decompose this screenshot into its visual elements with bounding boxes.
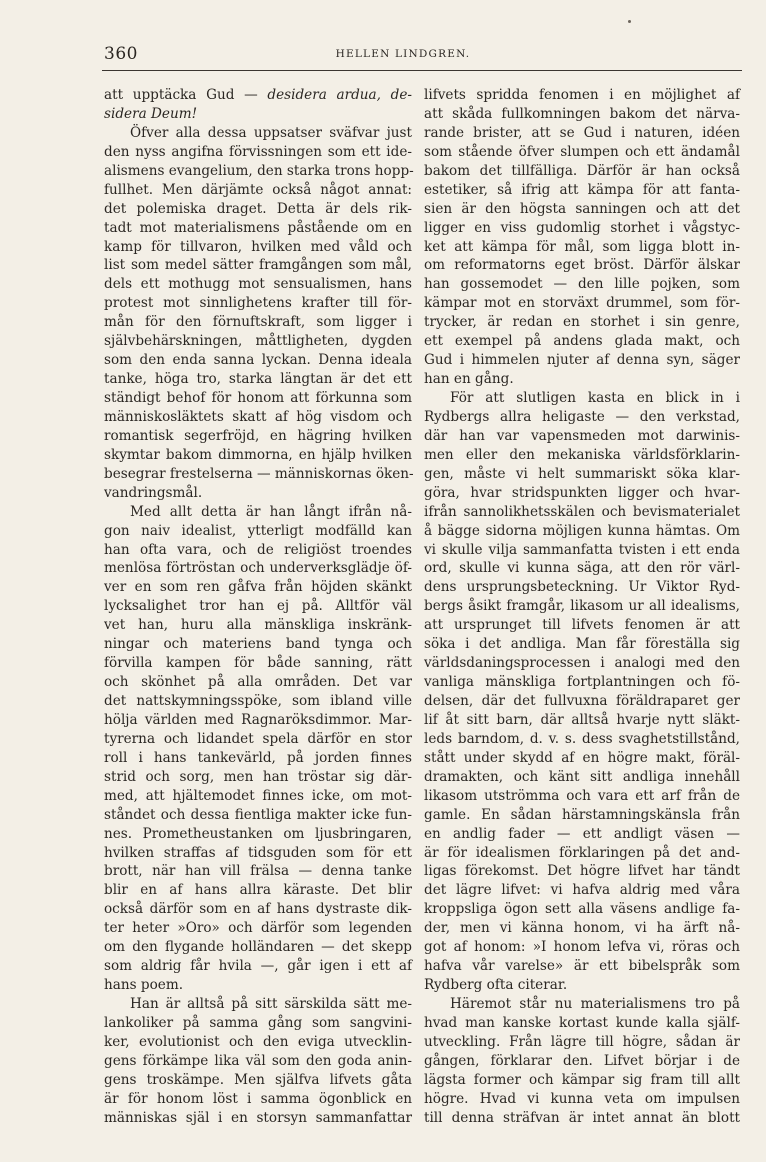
text-line: om den flygande holländaren — det skepp	[104, 939, 412, 956]
text-segment: att upptäcka Gud —	[104, 87, 268, 103]
text-line: han gossemodet — den lille pojken, som	[424, 276, 740, 293]
text-line: ver en som ren gåfva från höjden skänkt	[104, 579, 412, 596]
text-line: ligger en viss gudomlig storhet i vågstyc-	[424, 219, 740, 236]
text-line: list som medel sätter framgången som mål,	[104, 257, 412, 274]
running-title: HELLEN LINDGREN.	[335, 48, 471, 60]
text-line: hvilken straffas af tidsguden som för ett	[104, 844, 412, 861]
text-line: lägsta former och kämpar sig fram till allt	[424, 1071, 740, 1088]
text-line: självbehärskningen, måttligheten, dygden	[104, 333, 412, 350]
text-line: människas själ i en storsyn sammanfattar	[104, 1109, 412, 1126]
text-line: å bägge sidorna möjligen kunna hämtas. Om	[424, 522, 740, 539]
text-line: gens förkämpe lika väl som den goda anin-	[104, 1052, 412, 1069]
text-line: vi skulle vilja sammanfatta tvisten i ett enda	[424, 541, 740, 558]
text-line: är för honom löst i samma ögonblick en	[104, 1090, 412, 1107]
text-line: ket att kämpa för mål, som ligga blott in-	[424, 238, 740, 255]
text-line: estetiker, så ifrig att kämpa för att fanta-	[424, 181, 740, 198]
text-line: ker, evolutionist och den eviga utvecklin-	[104, 1033, 412, 1050]
text-line: delsen, där det fullvuxna föräldraparet ger	[424, 693, 740, 709]
text-line: det nattskymningsspöke, som ibland ville	[104, 693, 412, 709]
text-line: till denna sträfvan är intet annat än blott	[424, 1109, 740, 1126]
text-line: det polemiska draget. Detta är dels rik-	[104, 200, 412, 217]
text-line: trycker, är redan en storhet i sin genre,	[424, 314, 740, 331]
right-text-column	[424, 86, 740, 1128]
text-line: vet han, huru alla mänskliga inskränk-	[104, 617, 412, 634]
text-line: got af honom: »I honom lefva vi, röras och	[424, 939, 740, 956]
text-line: högre. Hvad vi kunna veta om impulsen	[424, 1090, 740, 1107]
text-line: som den enda sanna lyckan. Denna ideala	[104, 352, 412, 369]
text-line: lifvets spridda fenomen i en möjlighet af	[424, 87, 740, 103]
text-line: gen, måste vi helt summariskt söka klar-	[424, 465, 740, 482]
text-line: brott, när han vill frälsa — denna tanke	[104, 863, 412, 880]
text-line: vanliga mänskliga fortplantningen och fö-	[424, 674, 740, 691]
text-line: men eller den mekaniska världsförklarin-	[424, 446, 740, 463]
text-line: För att slutligen kasta en blick in i	[450, 390, 740, 406]
text-line: leds barndom, d. v. s. dess svaghetstillstånd,	[424, 730, 740, 747]
text-line: kamp för tillvaron, hvilken med våld och	[104, 238, 412, 255]
text-line: Rydbergs allra heligaste — den verkstad,	[424, 408, 740, 425]
left-text-column	[104, 86, 412, 1128]
text-line: gamle. En sådan härstamningskänsla från	[424, 806, 740, 823]
text-line: människosläktets skatt af hög visdom och	[104, 408, 412, 425]
text-line: också därför som en af hans dystraste dik-	[104, 901, 412, 918]
text-line: Med allt detta är han långt ifrån nå-	[130, 503, 412, 520]
text-line: stått under skydd af en högre makt, föräl-	[424, 749, 740, 766]
text-line: menlösa förtröstan och underverksglädje öf-	[104, 560, 412, 577]
text-line: roll i hans tankevärld, på jorden finnes	[104, 749, 412, 766]
page-number: 360	[104, 44, 138, 64]
text-line: kroppsliga ögon sett alla väsens andlige fa-	[424, 901, 740, 918]
text-line: gången, förklarar den. Lifvet börjar i de	[424, 1052, 740, 1069]
text-line: lif åt sitt barn, där alltså hvarje nytt släkt-	[424, 711, 740, 728]
paper-speck	[628, 20, 631, 23]
text-line: ifrån sannolikhetsskälen och bevismaterialet	[424, 503, 740, 520]
text-line: bergs åsikt framgår, likasom ur all idealisms,	[424, 598, 740, 615]
text-line: ningar och materiens band tynga och	[104, 636, 412, 653]
text-line: fullhet. Men därjämte också något annat:	[104, 181, 412, 198]
text-line: besegrar frestelserna — människornas öken-	[104, 465, 414, 482]
text-line: hafva vår varelse» är ett bibelspråk som	[424, 958, 740, 975]
italic-latin-phrase: sidera Deum!	[104, 105, 198, 122]
text-line: söka i det andliga. Man får föreställa sig	[424, 636, 740, 653]
text-line: sien är den högsta sanningen och att det	[424, 200, 740, 217]
text-line: romantisk segerfröjd, en hägring hvilken	[104, 427, 412, 444]
text-line: skymtar bakom dimmorna, en hjälp hvilken	[104, 446, 412, 463]
text-line: tanke, höga tro, starka längtan är det ett	[104, 371, 412, 388]
text-line: lycksalighet tror han ej på. Alltför väl	[104, 598, 412, 615]
text-line: ständigt behof för honom att förkunna som	[104, 390, 412, 406]
text-line: bakom det tillfälliga. Därför är han också	[424, 162, 740, 179]
text-line: är för idealismen förklaringen på det and-	[424, 844, 740, 861]
text-line: om reformatorns eget bröst. Därför älskar	[424, 257, 740, 274]
italic-latin-phrase: desidera ardua, de-	[267, 87, 412, 103]
text-line: världsdaningsprocessen i analogi med den	[424, 655, 740, 672]
text-line	[104, 86, 412, 105]
text-line: Häremot står nu materialismens tro på	[450, 996, 740, 1012]
text-line: en andlig fader — ett andligt väsen —	[424, 825, 740, 842]
text-line: den nyss angifna förvissningen som ett ide-	[104, 143, 412, 160]
text-line: han ofta vara, och de religiöst troendes	[104, 541, 412, 558]
text-line: lankoliker på samma gång som sangvini-	[104, 1014, 412, 1031]
text-line: som stående öfver slumpen och ett ändamål	[424, 143, 740, 160]
text-line: Rydberg ofta citerar.	[424, 977, 568, 994]
text-line: utveckling. Från lägre till högre, sådan är	[424, 1033, 740, 1050]
text-line: alismens evangelium, den starka trons hopp-	[104, 162, 414, 179]
text-line: ståndet och dessa fientliga makter icke fun-	[104, 806, 412, 823]
text-line: ter heter »Oro» och därför som legenden	[104, 920, 412, 937]
text-line: ett exempel på andens glada makt, och	[424, 333, 740, 350]
text-line: rande brister, att se Gud i naturen, idéen	[424, 124, 740, 141]
text-line: dens ursprungsbeteckning. Ur Viktor Ryd-	[424, 579, 740, 596]
text-line: vandringsmål.	[104, 484, 203, 501]
text-line: likasom utströmma och vara ett arf från de	[424, 787, 740, 804]
text-line: strid och sorg, men han tröstar sig där-	[104, 768, 412, 785]
text-line: att ursprunget till lifvets fenomen är att	[424, 617, 740, 634]
text-line: der, men vi känna honom, vi ha ärft nå-	[424, 920, 740, 937]
header-rule	[102, 70, 742, 71]
text-line: med, att hjältemodet finnes icke, om mot-	[104, 787, 412, 804]
text-line: blir en af hans allra käraste. Det blir	[104, 882, 412, 899]
text-line: som aldrig får hvila —, går igen i ett af	[104, 958, 412, 975]
text-line: det lägre lifvet: vi hafva aldrig med våra	[424, 882, 740, 899]
text-line: tadt mot materialismens påstående om en	[104, 219, 412, 236]
text-line: förvilla kampen för både sanning, rätt	[104, 655, 412, 672]
text-line: att skåda fullkomningen bakom det närva-	[424, 105, 740, 122]
text-line: dels ett mothugg mot sensualismen, hans	[104, 276, 412, 293]
text-line: ligas förekomst. Det högre lifvet har tändt	[424, 863, 740, 880]
text-line: göra, hvar stridspunkten ligger och hvar-	[424, 484, 740, 501]
text-line: dramakten, och känt sitt andliga innehåll	[424, 768, 740, 785]
text-line: hvad man kanske kortast kunde kalla själf-	[424, 1014, 740, 1031]
text-line: Öfver alla dessa uppsatser sväfvar just	[130, 124, 412, 141]
text-line: Gud i himmelen njuter af denna syn, säger	[424, 352, 740, 369]
text-line: där han var vapensmeden mot darwinis-	[424, 427, 740, 444]
text-line: ord, skulle vi kunna säga, att den rör värl-	[424, 560, 740, 577]
text-line: han en gång.	[424, 371, 514, 388]
text-line: hans poem.	[104, 977, 184, 994]
text-line: protest mot sinnlighetens krafter till för-	[104, 295, 412, 312]
text-line: Han är alltså på sitt särskilda sätt me-	[130, 996, 412, 1012]
text-line: gon naiv idealist, ytterligt modfälld kan	[104, 522, 412, 539]
text-line: gens troskämpe. Men själfva lifvets gåta	[104, 1071, 412, 1088]
text-line: och skönhet på alla områden. Det var	[104, 674, 412, 691]
text-line: tyrerna och lidandet spela därför en stor	[104, 730, 412, 747]
text-line: nes. Prometheustanken om ljusbringaren,	[104, 825, 412, 842]
text-line: hölja världen med Ragnaröksdimmor. Mar-	[104, 711, 412, 728]
text-line: mån för den förnuftskraft, som ligger i	[104, 314, 412, 331]
text-line: kämpar mot en storväxt drummel, som för-	[424, 295, 740, 312]
text-line	[104, 105, 412, 124]
